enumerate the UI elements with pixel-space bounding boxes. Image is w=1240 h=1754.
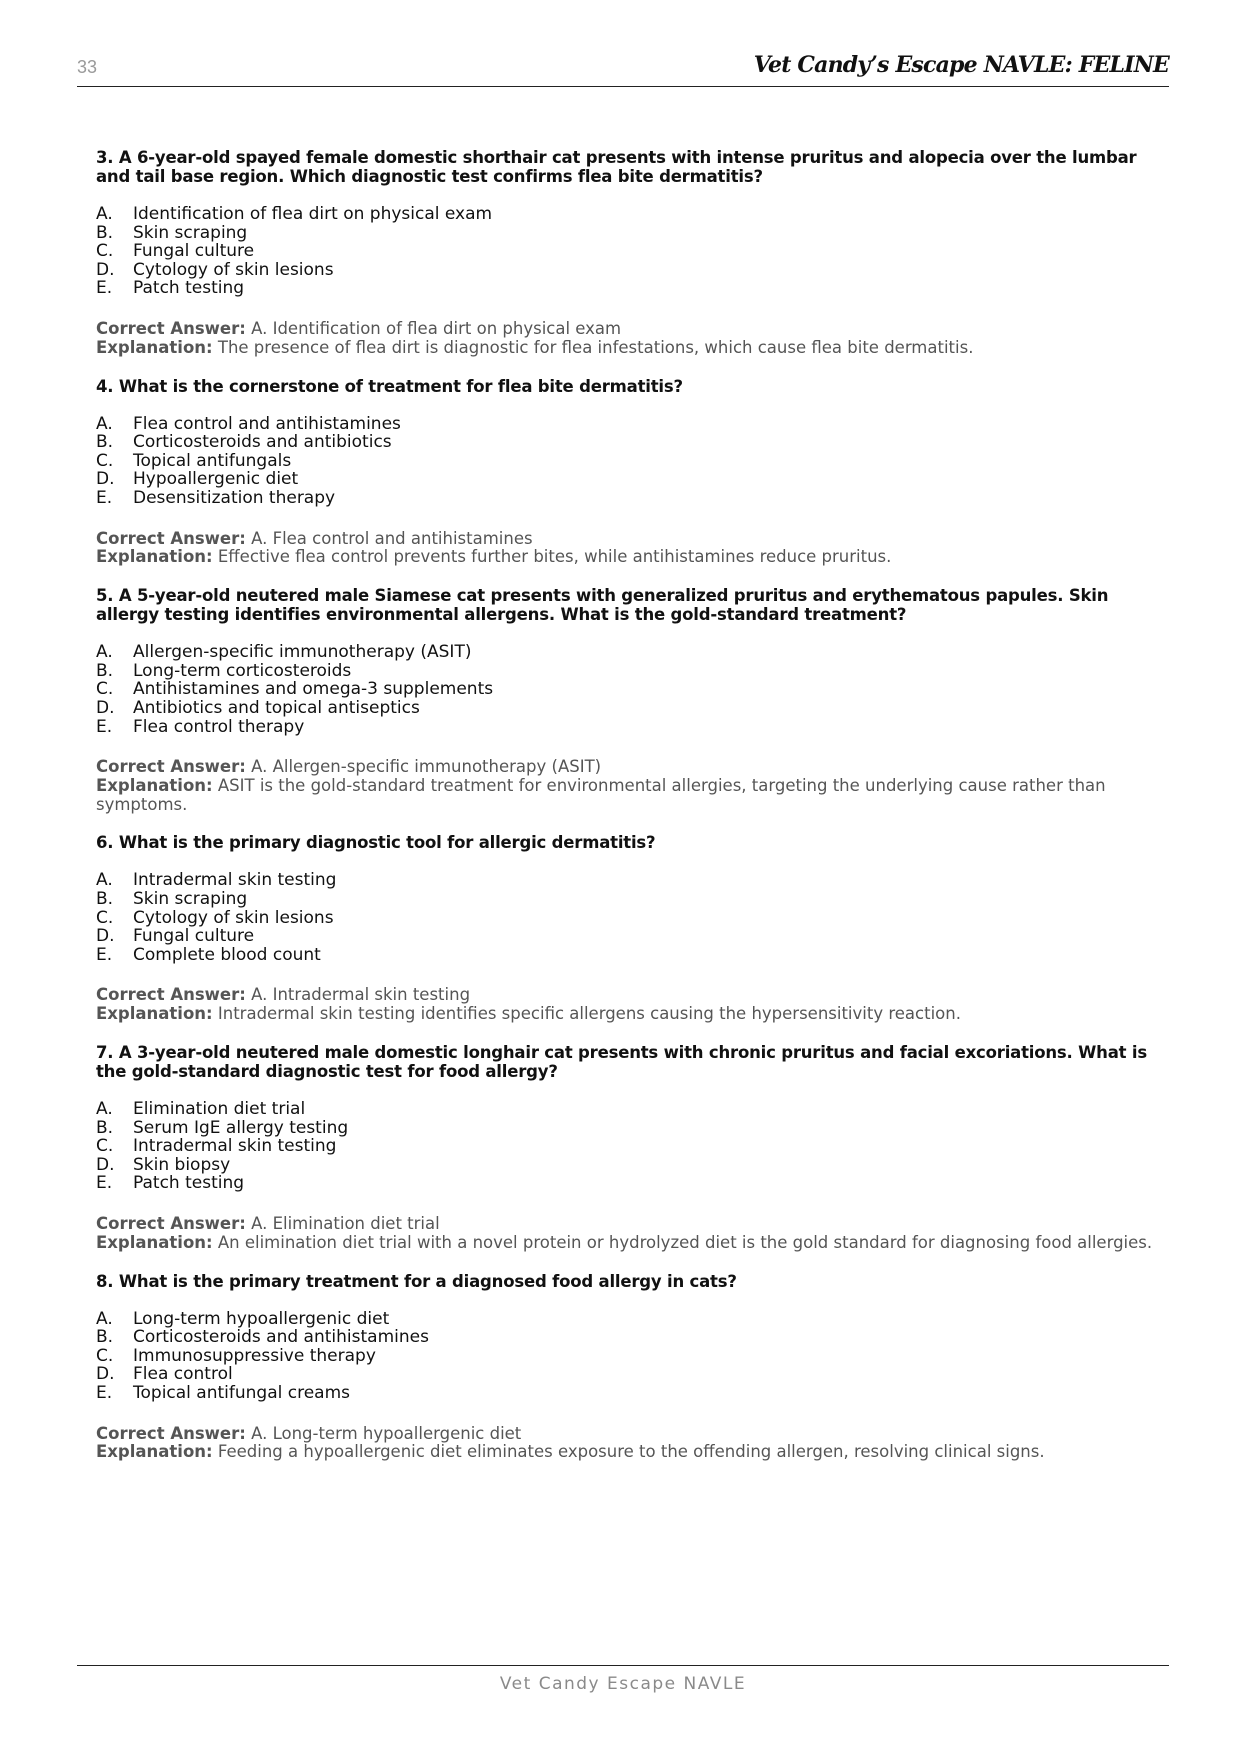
option-text: Fungal culture: [133, 241, 255, 262]
answer-block: [96, 758, 1168, 814]
question-list: [96, 148, 1168, 1481]
option-letter: D.: [96, 926, 115, 947]
question-block: [96, 148, 1168, 358]
correct-answer-label: Correct Answer:: [96, 985, 246, 1005]
explanation-label: Explanation:: [96, 547, 213, 567]
option-text: Long-term hypoallergenic diet: [133, 1308, 390, 1329]
correct-answer-value: A. Allergen-specific immunotherapy (ASIT): [251, 757, 602, 777]
correct-answer-value: A. Flea control and antihistamines: [251, 528, 533, 548]
explanation-value: Feeding a hypoallergenic diet eliminates exposure to the offending allergen, resolving clinical signs.: [217, 1442, 1045, 1462]
answer-option: [96, 699, 1168, 718]
option-letter: C.: [96, 450, 114, 471]
correct-answer-label: Correct Answer:: [96, 757, 246, 777]
option-text: Allergen-specific immunotherapy (ASIT): [133, 642, 472, 663]
option-letter: C.: [96, 1345, 114, 1366]
answer-option: [96, 662, 1168, 681]
footer-text: Vet Candy Escape NAVLE: [499, 1674, 747, 1694]
answer-option: [96, 489, 1168, 508]
page-number: 33: [77, 57, 98, 77]
explanation: [96, 548, 1168, 567]
answer-block: [96, 986, 1168, 1024]
answer-options: [96, 1310, 1168, 1403]
answer-option: [96, 680, 1168, 699]
option-text: Antihistamines and omega-3 supplements: [133, 679, 494, 700]
option-letter: D.: [96, 697, 115, 718]
answer-option: [96, 946, 1168, 965]
answer-block: [96, 1425, 1168, 1463]
answer-block: [96, 320, 1168, 358]
explanation: [96, 1005, 1168, 1024]
page-footer: [77, 1665, 1169, 1694]
answer-option: [96, 433, 1168, 452]
option-text: Topical antifungal creams: [133, 1382, 351, 1403]
page-header: [77, 48, 1169, 87]
option-letter: E.: [96, 487, 113, 508]
option-text: Intradermal skin testing: [133, 1136, 337, 1157]
answer-option: [96, 927, 1168, 946]
answer-option: [96, 279, 1168, 298]
question-block: [96, 833, 1168, 1024]
question-text: 6. What is the primary diagnostic tool for allergic dermatitis?: [96, 833, 656, 853]
option-text: Patch testing: [133, 278, 245, 299]
answer-option: [96, 909, 1168, 928]
option-letter: D.: [96, 469, 115, 490]
answer-options: [96, 415, 1168, 508]
option-letter: A.: [96, 642, 113, 663]
explanation-value: Effective flea control prevents further bites, while antihistamines reduce pruritus.: [217, 547, 892, 567]
explanation: [96, 1443, 1168, 1462]
explanation: [96, 777, 1168, 815]
answer-option: [96, 871, 1168, 890]
answer-option: [96, 1365, 1168, 1384]
correct-answer-value: A. Identification of flea dirt on physical exam: [251, 318, 622, 338]
option-letter: D.: [96, 1364, 115, 1385]
correct-answer-value: A. Intradermal skin testing: [251, 985, 471, 1005]
correct-answer-label: Correct Answer:: [96, 1214, 246, 1234]
option-text: Skin scraping: [133, 889, 248, 910]
answer-option: [96, 470, 1168, 489]
answer-option: [96, 1156, 1168, 1175]
correct-answer: [96, 1425, 1168, 1444]
answer-option: [96, 1328, 1168, 1347]
option-letter: D.: [96, 1154, 115, 1175]
answer-options: [96, 643, 1168, 736]
answer-option: [96, 1310, 1168, 1329]
answer-option: [96, 718, 1168, 737]
explanation-label: Explanation:: [96, 1004, 213, 1024]
option-text: Identification of flea dirt on physical exam: [133, 204, 493, 224]
option-text: Hypoallergenic diet: [133, 469, 299, 490]
option-letter: C.: [96, 1136, 114, 1157]
explanation-label: Explanation:: [96, 1232, 213, 1252]
question-text: 4. What is the cornerstone of treatment for flea bite dermatitis?: [96, 376, 683, 396]
explanation-value: An elimination diet trial with a novel protein or hydrolyzed diet is the gold standard for diagnosing food allergies.: [217, 1232, 1153, 1252]
option-letter: A.: [96, 204, 113, 224]
option-text: Topical antifungals: [133, 450, 292, 471]
option-text: Corticosteroids and antibiotics: [133, 432, 392, 453]
option-letter: E.: [96, 944, 113, 965]
explanation: [96, 339, 1168, 358]
correct-answer: [96, 320, 1168, 339]
option-letter: C.: [96, 907, 114, 928]
option-text: Elimination diet trial: [133, 1099, 306, 1120]
option-letter: A.: [96, 413, 113, 434]
question-block: [96, 586, 1168, 814]
option-letter: C.: [96, 679, 114, 700]
answer-options: [96, 205, 1168, 298]
option-text: Desensitization therapy: [133, 487, 336, 508]
option-text: Long-term corticosteroids: [133, 660, 352, 681]
option-letter: E.: [96, 1382, 113, 1403]
option-letter: B.: [96, 889, 114, 910]
answer-option: [96, 1100, 1168, 1119]
explanation-label: Explanation:: [96, 1442, 213, 1462]
correct-answer-value: A. Long-term hypoallergenic diet: [251, 1423, 522, 1443]
option-text: Flea control: [133, 1364, 233, 1385]
option-letter: B.: [96, 660, 114, 681]
option-letter: A.: [96, 1099, 113, 1120]
explanation-label: Explanation:: [96, 775, 213, 795]
option-letter: A.: [96, 1308, 113, 1329]
option-text: Cytology of skin lesions: [133, 259, 334, 280]
question-block: [96, 1272, 1168, 1463]
question-text: 8. What is the primary treatment for a diagnosed food allergy in cats?: [96, 1271, 737, 1291]
explanation-label: Explanation:: [96, 337, 213, 357]
answer-option: [96, 643, 1168, 662]
option-letter: E.: [96, 278, 113, 299]
option-letter: B.: [96, 1117, 114, 1138]
explanation-value: Intradermal skin testing identifies specific allergens causing the hypersensitivity reaction.: [217, 1004, 961, 1024]
answer-option: [96, 890, 1168, 909]
correct-answer: [96, 986, 1168, 1005]
answer-option: [96, 1119, 1168, 1138]
option-text: Flea control and antihistamines: [133, 413, 401, 434]
question-text: 5. A 5-year-old neutered male Siamese cat presents with generalized pruritus and erythematous papules. Skin allergy testing identifies environmental allergens. What is the gold-standard treatment?: [96, 586, 1109, 625]
explanation-value: The presence of flea dirt is diagnostic for flea infestations, which cause flea bite dermatitis.: [217, 337, 974, 357]
answer-option: [96, 1174, 1168, 1193]
correct-answer-value: A. Elimination diet trial: [251, 1214, 440, 1234]
answer-options: [96, 1100, 1168, 1193]
explanation-value: ASIT is the gold-standard treatment for environmental allergies, targeting the underlying cause rather than symptoms.: [96, 775, 1106, 814]
option-text: Immunosuppressive therapy: [133, 1345, 376, 1366]
correct-answer-label: Correct Answer:: [96, 318, 246, 338]
book-title: Vet Candy’s Escape NAVLE: FELINE: [753, 52, 1169, 78]
answer-option: [96, 224, 1168, 243]
option-letter: D.: [96, 259, 115, 280]
question-block: [96, 377, 1168, 568]
option-text: Cytology of skin lesions: [133, 907, 334, 928]
option-letter: B.: [96, 432, 114, 453]
correct-answer: [96, 758, 1168, 777]
answer-option: [96, 205, 1168, 224]
correct-answer: [96, 1215, 1168, 1234]
option-text: Serum IgE allergy testing: [133, 1117, 349, 1138]
option-text: Flea control therapy: [133, 716, 305, 737]
question-text: 3. A 6-year-old spayed female domestic shorthair cat presents with intense pruritus and alopecia over the lumbar and tail base region. Which diagnostic test confirms flea bite dermatitis?: [96, 148, 1137, 186]
answer-options: [96, 871, 1168, 964]
option-text: Skin biopsy: [133, 1154, 231, 1175]
answer-option: [96, 452, 1168, 471]
option-text: Intradermal skin testing: [133, 870, 337, 891]
option-letter: A.: [96, 870, 113, 891]
answer-block: [96, 1215, 1168, 1253]
option-letter: B.: [96, 222, 114, 243]
correct-answer-label: Correct Answer:: [96, 528, 246, 548]
answer-block: [96, 530, 1168, 568]
answer-option: [96, 261, 1168, 280]
option-text: Corticosteroids and antihistamines: [133, 1327, 429, 1348]
correct-answer-label: Correct Answer:: [96, 1423, 246, 1443]
option-text: Skin scraping: [133, 222, 248, 243]
answer-option: [96, 415, 1168, 434]
explanation: [96, 1234, 1168, 1253]
answer-option: [96, 1137, 1168, 1156]
question-block: [96, 1043, 1168, 1253]
option-letter: E.: [96, 1173, 113, 1194]
option-text: Complete blood count: [133, 944, 321, 965]
option-text: Antibiotics and topical antiseptics: [133, 697, 420, 718]
answer-option: [96, 1384, 1168, 1403]
option-letter: B.: [96, 1327, 114, 1348]
option-letter: E.: [96, 716, 113, 737]
option-letter: C.: [96, 241, 114, 262]
question-text: 7. A 3-year-old neutered male domestic longhair cat presents with chronic pruritus and facial excoriations. What is the gold-standard diagnostic test for food allergy?: [96, 1043, 1147, 1082]
correct-answer: [96, 530, 1168, 549]
option-text: Fungal culture: [133, 926, 255, 947]
answer-option: [96, 242, 1168, 261]
option-text: Patch testing: [133, 1173, 245, 1194]
answer-option: [96, 1347, 1168, 1366]
